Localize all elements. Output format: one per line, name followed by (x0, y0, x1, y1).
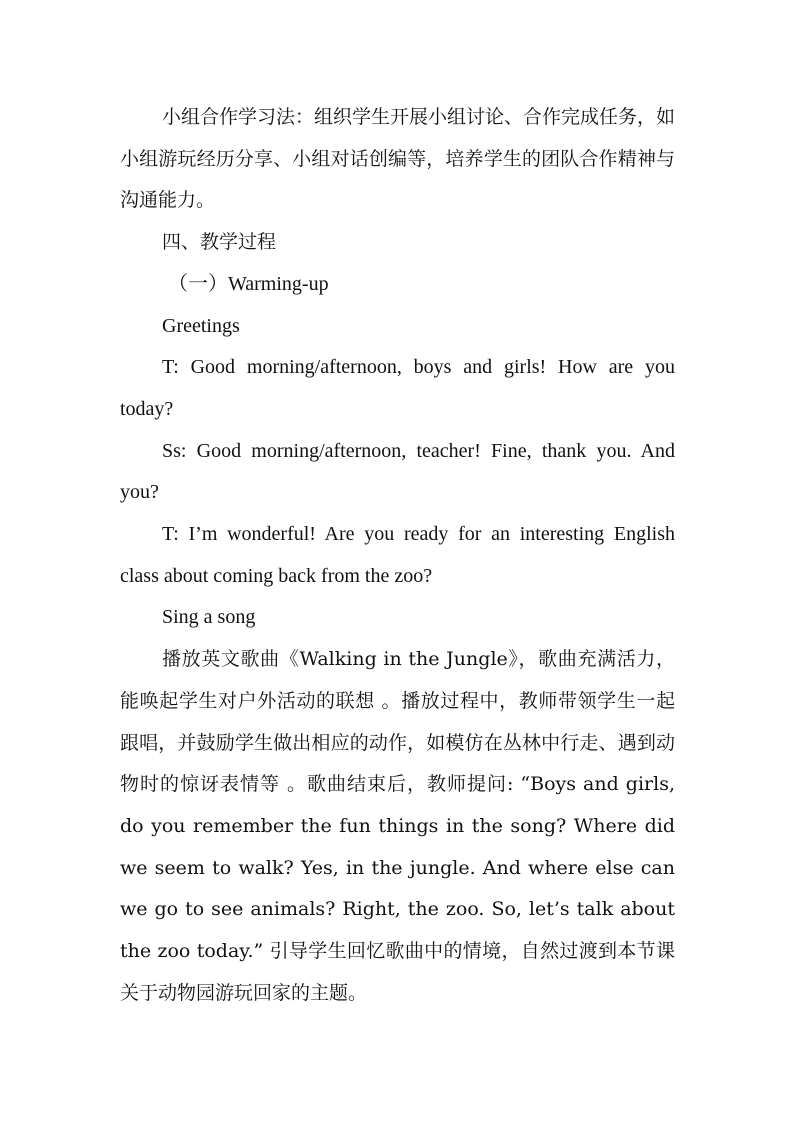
teacher-question-paragraph: T: I’m wonderful! Are you ready for an interesting English class about coming back from the zoo? (120, 523, 675, 587)
section-heading: 四、教学过程 (162, 231, 277, 254)
group-learning-paragraph: 小组合作学习法：组织学生开展小组讨论、合作完成任务，如小组游玩经历分享、小组对话创编等，培养学生的团队合作精神与沟通能力。 (120, 106, 676, 212)
students-reply-paragraph: Ss: Good morning/afternoon, teacher! Fine, thank you. And you? (120, 439, 675, 504)
subsection-heading: （一）Warming-up (168, 272, 329, 295)
song-label: Sing a song (162, 606, 256, 629)
song-activity-paragraph: 播放英文歌曲《Walking in the Jungle》，歌曲充满活力，能唤起学生对户外活动的联想 。播放过程中，教师带领学生一起跟唱，并鼓励学生做出相应的动作，如模仿在丛林中行走、遇到动物时的惊讶表情等 。歌曲结束后，教师提问: “Boys and girls, do you remember the fun things in the song? Where did we seem to walk? Yes, in the jungle. And where else can we go to see animals? Right, the zoo. So, let’s talk about the zoo today.” 引导学生回忆歌曲中的情境，自然过渡到本节课关于动物园游玩回家的主题。 (120, 648, 675, 1004)
teacher-greeting-paragraph: T: Good morning/afternoon, boys and girls! How are you today? (120, 356, 675, 420)
document-body (120, 97, 675, 1014)
greetings-label: Greetings (162, 314, 240, 337)
